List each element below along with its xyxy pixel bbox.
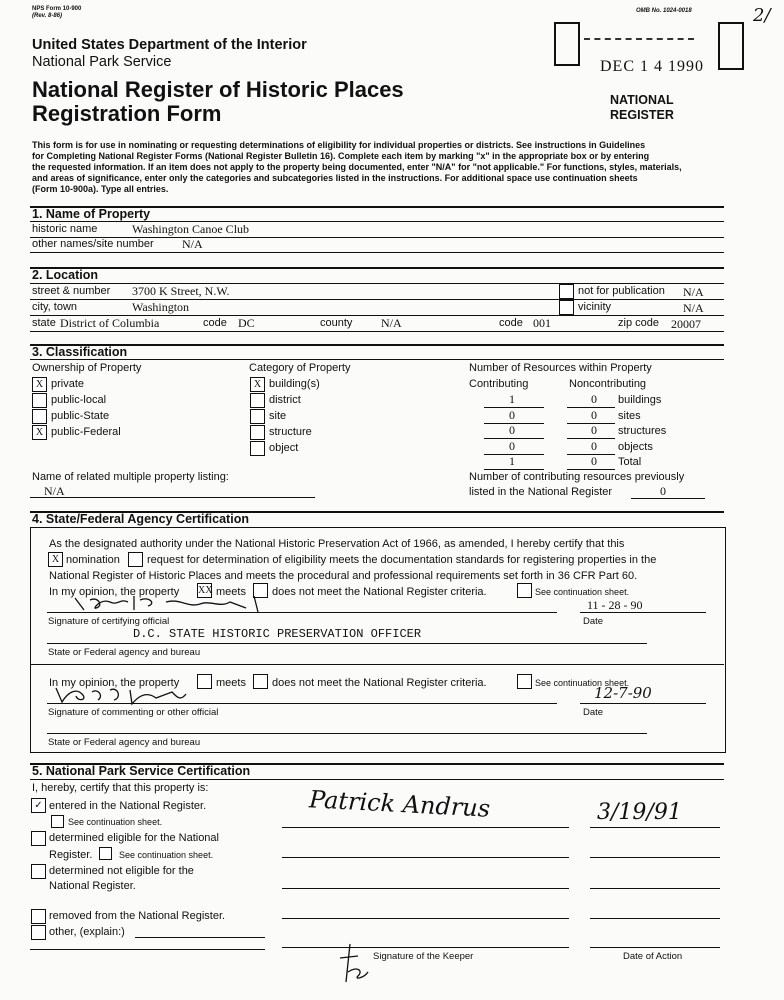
continuation-checkbox[interactable] xyxy=(517,583,532,598)
previously-listed-field[interactable]: 0 xyxy=(660,484,666,498)
contributing-underline xyxy=(484,469,544,470)
certification-date-label: Date xyxy=(583,616,604,627)
vicinity-label: vicinity xyxy=(578,301,612,313)
resource-type-label: objects xyxy=(618,440,653,453)
county-code-field[interactable]: 001 xyxy=(533,316,551,330)
instructions-line4: and areas of significance, enter only the categories and subcategories listed in the instructions. For additional space use continuation sheets xyxy=(32,173,638,183)
meets-label: meets xyxy=(216,586,246,598)
category-checkbox[interactable] xyxy=(250,441,265,456)
action-date-label: Date of Action xyxy=(623,951,683,962)
resource-type-label: Total xyxy=(618,456,642,468)
entered-continuation-label: See continuation sheet. xyxy=(68,817,163,827)
comment-date-label: Date xyxy=(583,707,604,718)
category-label: object xyxy=(269,442,299,454)
historic-name-label: historic name xyxy=(32,223,98,235)
resource-type-label: sites xyxy=(618,409,641,422)
eligible-continuation-label: See continuation sheet. xyxy=(119,850,214,860)
vicinity-value[interactable]: N/A xyxy=(683,301,704,315)
category-checkbox[interactable] xyxy=(250,393,265,408)
ownership-label: public-local xyxy=(51,394,107,406)
ownership-checkbox[interactable]: X xyxy=(32,377,47,392)
eligible-continuation-checkbox[interactable] xyxy=(99,847,112,860)
vicinity-checkbox[interactable] xyxy=(559,300,574,315)
eligible-checkbox[interactable] xyxy=(31,831,46,846)
previously-listed-label2: listed in the National Register xyxy=(469,486,613,498)
eligible-label2: Register. xyxy=(49,849,93,861)
ownership-checkbox[interactable]: X xyxy=(32,425,47,440)
cert-line3: National Register of Historic Places and meets the procedural and professional requirements set forth in 36 CFR Part 60. xyxy=(49,570,638,582)
city-label: city, town xyxy=(32,301,78,313)
comment-continuation-checkbox[interactable] xyxy=(517,674,532,689)
page-mark: 2/ xyxy=(753,5,771,26)
opinion-label: In my opinion, the property xyxy=(49,586,180,598)
ownership-label: public-State xyxy=(51,410,110,422)
other-names-label: other names/site number xyxy=(32,238,154,250)
comment-does-not-meet-label: does not meet the National Register criteria. xyxy=(272,677,487,689)
keeper-signature-label: Signature of the Keeper xyxy=(373,951,474,962)
form-title-line1: National Register of Historic Places xyxy=(32,77,404,102)
comment-does-not-meet-checkbox[interactable] xyxy=(253,674,268,689)
other-names-field[interactable]: N/A xyxy=(182,237,203,251)
eligibility-request-checkbox[interactable] xyxy=(128,552,143,567)
service-name: National Park Service xyxy=(32,54,172,70)
previously-listed-label1: Number of contributing resources previously xyxy=(469,471,685,483)
certifying-agency-field[interactable]: D.C. STATE HISTORIC PRESERVATION OFFICER xyxy=(133,627,422,641)
noncontributing-count[interactable]: 0 xyxy=(591,407,597,422)
not-for-publication-checkbox[interactable] xyxy=(559,284,574,299)
section5-title: 5. National Park Service Certification xyxy=(32,764,251,778)
ownership-label: private xyxy=(51,378,85,390)
not-eligible-checkbox[interactable] xyxy=(31,864,46,879)
received-stamp xyxy=(548,18,738,75)
other-checkbox[interactable] xyxy=(31,925,46,940)
historic-name-field[interactable]: Washington Canoe Club xyxy=(132,222,250,236)
comment-date[interactable]: 12-7-90 xyxy=(594,684,652,702)
contributing-count[interactable]: 0 xyxy=(509,423,515,437)
nomination-label: nomination xyxy=(66,554,120,566)
category-label: structure xyxy=(269,426,312,438)
nps-intro: I, hereby, certify that this property is: xyxy=(32,782,209,794)
section4-title: 4. State/Federal Agency Certification xyxy=(32,512,249,526)
city-field[interactable]: Washington xyxy=(132,300,190,314)
noncontributing-count[interactable]: 0 xyxy=(591,392,597,406)
category-label: building(s) xyxy=(269,378,320,390)
certifying-signature-label: Signature of certifying official xyxy=(48,616,170,627)
action-date[interactable]: 3/19/91 xyxy=(597,800,682,825)
eligible-label1: determined eligible for the National xyxy=(49,832,219,844)
entered-label: entered in the National Register. xyxy=(49,800,207,812)
noncontributing-count[interactable]: 0 xyxy=(591,454,597,468)
state-code-label: code xyxy=(203,317,227,329)
certification-date[interactable]: 11 - 28 - 90 xyxy=(587,598,643,612)
stamp-date: DEC 1 4 1990 xyxy=(600,58,704,75)
cert-line1: As the designated authority under the National Historic Preservation Act of 1966, as amended, I hereby certify that this xyxy=(49,538,625,550)
entered-checkbox[interactable]: ✓ xyxy=(31,798,46,813)
contributing-count[interactable]: 1 xyxy=(509,392,515,406)
removed-label: removed from the National Register. xyxy=(49,910,226,922)
form-title-line2: Registration Form xyxy=(32,101,222,126)
not-for-publication-label: not for publication xyxy=(578,285,665,297)
commenting-signature-label: Signature of commenting or other official xyxy=(48,707,219,718)
comment-continuation-label: See continuation sheet. xyxy=(535,678,630,688)
omb-number: OMB No. 1024-0018 xyxy=(636,8,692,14)
category-header: Category of Property xyxy=(249,362,351,374)
street-field[interactable]: 3700 K Street, N.W. xyxy=(132,284,230,298)
category-checkbox[interactable] xyxy=(250,425,265,440)
contributing-count[interactable]: 0 xyxy=(509,438,515,453)
contributing-count[interactable]: 1 xyxy=(509,454,515,468)
ownership-checkbox[interactable] xyxy=(32,409,47,424)
nomination-checkbox[interactable]: X xyxy=(48,552,63,567)
not-eligible-label2: National Register. xyxy=(49,880,136,892)
contributing-header: Contributing xyxy=(469,378,529,390)
ownership-header: Ownership of Property xyxy=(32,362,142,374)
state-field[interactable]: District of Columbia xyxy=(60,316,160,330)
commenting-signature xyxy=(52,684,202,708)
noncontributing-underline xyxy=(567,469,615,470)
section1-title: 1. Name of Property xyxy=(32,207,151,221)
keeper-signature: Patrick Andrus xyxy=(308,785,491,823)
category-label: district xyxy=(269,394,301,406)
meets-checkbox[interactable]: XX xyxy=(198,585,213,596)
department-name: United States Department of the Interior xyxy=(32,37,307,53)
zip-field[interactable]: 20007 xyxy=(671,317,701,331)
county-field[interactable]: N/A xyxy=(381,316,402,330)
multiple-listing-label: Name of related multiple property listing: xyxy=(32,471,229,483)
form-number: NPS Form 10-900 xyxy=(32,6,82,12)
section2-rule xyxy=(30,267,724,269)
zip-label: zip code xyxy=(618,317,659,329)
ownership-checkbox[interactable] xyxy=(32,393,47,408)
other-label: other, (explain:) xyxy=(49,926,125,938)
resource-type-label: structures xyxy=(618,425,667,437)
category-checkbox[interactable]: X xyxy=(250,377,265,392)
noncontributing-count[interactable]: 0 xyxy=(591,423,597,437)
stamp-national: NATIONAL xyxy=(610,93,674,107)
entered-continuation-checkbox[interactable] xyxy=(51,815,64,828)
resources-header: Number of Resources within Property xyxy=(469,362,652,374)
not-for-publication-value[interactable]: N/A xyxy=(683,285,704,299)
county-label: county xyxy=(320,317,353,329)
street-label: street & number xyxy=(32,285,111,297)
section3-title: 3. Classification xyxy=(32,345,128,359)
section3-rule xyxy=(30,344,724,346)
category-label: site xyxy=(269,410,287,422)
cert-line2: request for determination of eligibility meets the documentation standards for registering properties in the xyxy=(147,554,657,566)
certifying-agency-label: State or Federal agency and bureau xyxy=(48,647,201,658)
state-code-field[interactable]: DC xyxy=(238,316,255,330)
form-revision: (Rev. 8-86) xyxy=(32,13,63,19)
contributing-count[interactable]: 0 xyxy=(509,407,515,422)
national-register-stamp xyxy=(610,93,674,123)
instructions-line2: for Completing National Register Forms (National Register Bulletin 16). Complete each item by marking "x" in the appropriate box or by entering xyxy=(32,151,650,161)
category-checkbox[interactable] xyxy=(250,409,265,424)
multiple-listing-field[interactable]: N/A xyxy=(44,484,65,498)
for-initials xyxy=(336,942,372,990)
noncontributing-count[interactable]: 0 xyxy=(591,438,597,453)
instructions-line1: This form is for use in nominating or requesting determinations of eligibility for individual properties or districts. See instructions in Guidelines xyxy=(32,140,646,150)
continuation-label: See continuation sheet. xyxy=(535,587,630,597)
county-code-label: code xyxy=(499,317,523,329)
section2-title: 2. Location xyxy=(32,268,98,282)
resource-type-label: buildings xyxy=(618,394,662,406)
ownership-label: public-Federal xyxy=(51,426,121,438)
does-not-meet-label: does not meet the National Register criteria. xyxy=(272,586,487,598)
state-label: state xyxy=(32,317,56,329)
not-eligible-label1: determined not eligible for the xyxy=(49,865,194,877)
instructions-line3: the requested information. If an item does not apply to the property being documented, enter "N/A" for "not applicable." For functions, styles, materials, xyxy=(32,162,682,172)
comment-meets-label: meets xyxy=(216,677,246,689)
form-title xyxy=(32,78,404,126)
instructions xyxy=(32,140,722,195)
comment-opinion-label: In my opinion, the property xyxy=(49,677,180,689)
commenting-agency-label: State or Federal agency and bureau xyxy=(48,737,201,748)
removed-checkbox[interactable] xyxy=(31,909,46,924)
stamp-register: REGISTER xyxy=(610,108,674,122)
noncontributing-header: Noncontributing xyxy=(569,378,647,390)
instructions-line5: (Form 10-900a). Type all entries. xyxy=(32,184,169,194)
